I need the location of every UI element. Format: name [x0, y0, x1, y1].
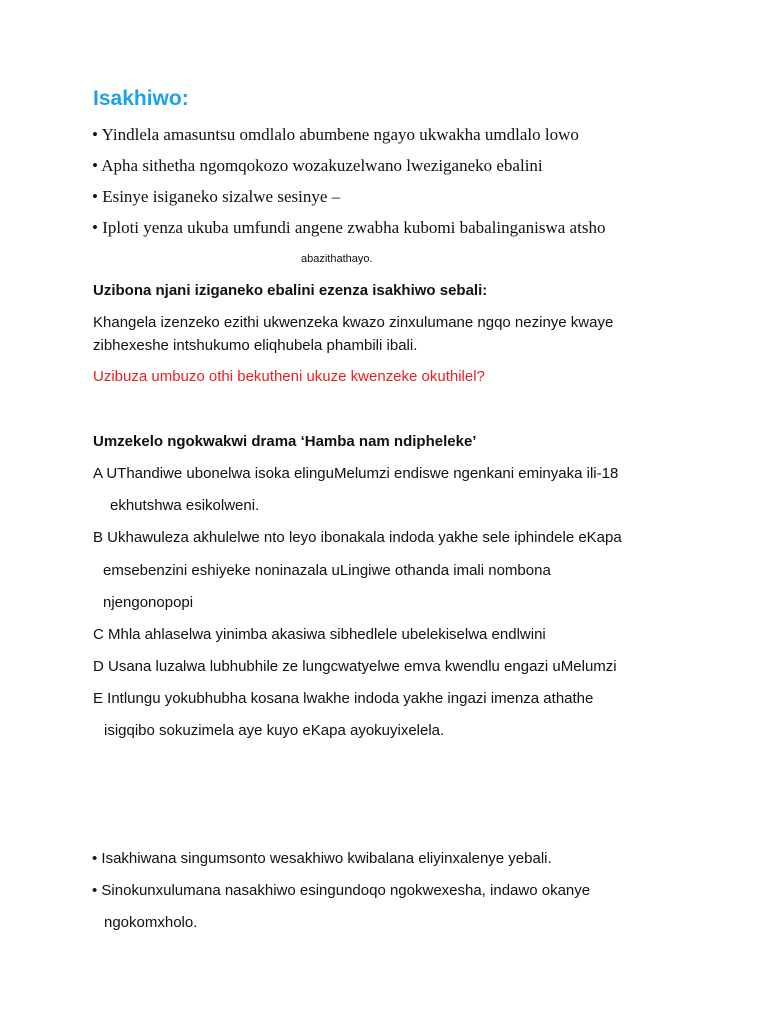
bullet-item: • Esinye isiganeko sizalwe sesinye –: [92, 187, 341, 206]
bullet-item: • Iploti yenza ukuba umfundi angene zwabha kubomi babalinganiswa atsho: [92, 218, 606, 237]
event-b-line: njengonopopi: [103, 594, 194, 611]
bullet-item: • Yindlela amasuntsu omdlalo abumbene ngayo ukwakha umdlalo lowo: [92, 125, 579, 144]
event-e-line: E Intlungu yokubhubha kosana lwakhe indoda yakhe ingazi imenza athathe: [93, 690, 594, 707]
red-question: Uzibuza umbuzo othi bekutheni ukuze kwenzeke okuthilel?: [93, 368, 485, 385]
explanation-line: Khangela izenzeko ezithi ukwenzeka kwazo zinxulumane ngqo nezinye kwaye: [93, 314, 614, 331]
page-title: Isakhiwo:: [93, 87, 189, 110]
event-a-line: A UThandiwe ubonelwa isoka elinguMelumzi endiswe ngenkani eminyaka ili-18: [93, 465, 619, 482]
bullet-continuation: abazithathayo.: [301, 253, 373, 265]
event-b-line: B Ukhawuleza akhulelwe nto leyo ibonakala indoda yakhe sele iphindele eKapa: [93, 529, 622, 546]
event-c-line: C Mhla ahlaselwa yinimba akasiwa sibhedlele ubelekiselwa endlwini: [93, 626, 546, 643]
summary-continuation: ngokomxholo.: [104, 914, 198, 931]
explanation-line: zibhexeshe intshukumo eliqhubela phambili ibali.: [93, 337, 418, 354]
event-b-line: emsebenzini eshiyeke noninazala uLingiwe othanda imali nombona: [103, 562, 551, 579]
event-d-line: D Usana luzalwa lubhubhile ze lungcwatyelwe emva kwendlu engazi uMelumzi: [93, 658, 617, 675]
summary-bullet: • Sinokunxulumana nasakhiwo esingundoqo ngokwexesha, indawo okanye: [92, 882, 591, 899]
question-heading: Uzibona njani iziganeko ebalini ezenza isakhiwo sebali:: [93, 282, 488, 299]
event-a-line: ekhutshwa esikolweni.: [110, 497, 260, 514]
event-e-line: isigqibo sokuzimela aye kuyo eKapa ayokuyixelela.: [104, 722, 445, 739]
bullet-item: • Apha sithetha ngomqokozo wozakuzelwano lweziganeko ebalini: [92, 156, 543, 175]
example-heading: Umzekelo ngokwakwi drama ‘Hamba nam ndipheleke’: [93, 433, 477, 450]
summary-bullet: • Isakhiwana singumsonto wesakhiwo kwibalana eliyinxalenye yebali.: [92, 850, 552, 867]
